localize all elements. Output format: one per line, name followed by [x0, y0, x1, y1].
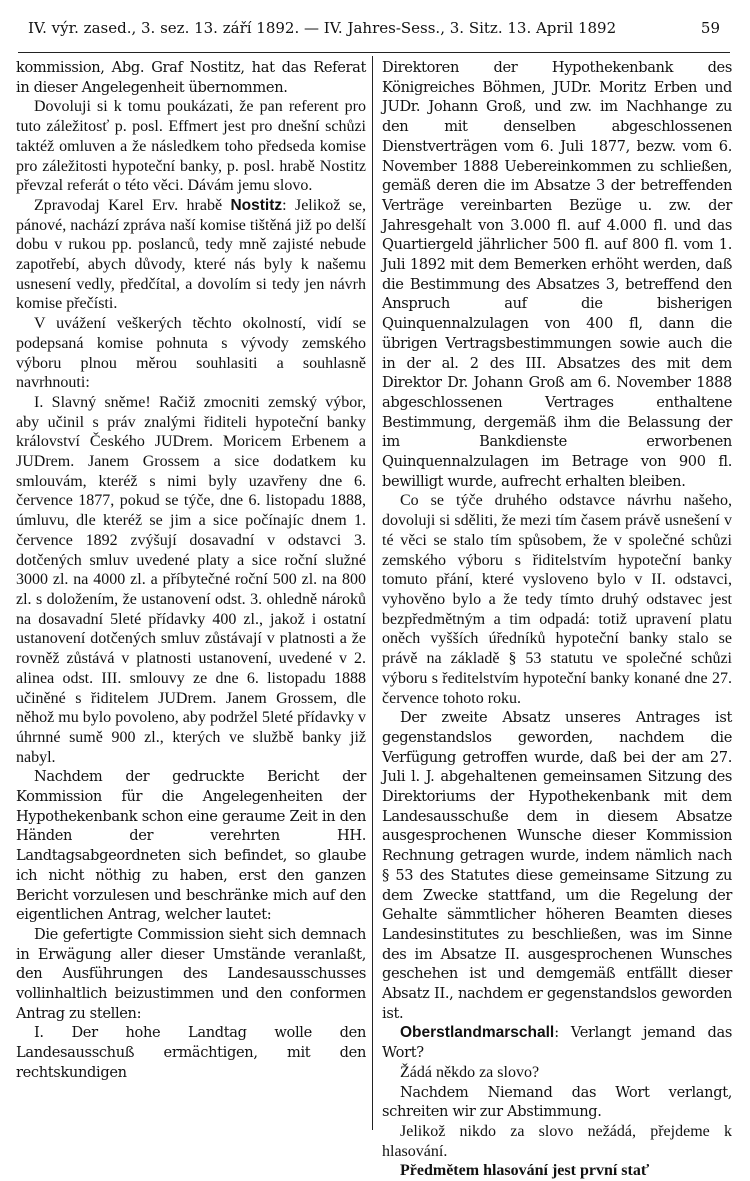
running-title: IV. výr. zased., 3. sez. 13. září 1892. — IV. Jahres-Sess., 3. Sitz. 13. April 1892	[28, 19, 617, 37]
paragraph-rapporteur-speech	[16, 196, 366, 314]
speech-text: : Verlangt jemand das Wort?	[382, 1024, 732, 1062]
speaker-prefix: Zpravodaj Karel Erv. hrabě	[34, 196, 223, 214]
paragraph-vote-announcement-german: Nachdem Niemand das Wort verlangt, schreiten wir zur Abstimmung.	[382, 1083, 732, 1121]
paragraph-commission-motion-intro: V uvážení veškerých těchto okolností, vidí se podepsaná komise pohnuta s vývody zemského výboru plnou měrou souhlasiti a souhlasně navrhnouti:	[16, 315, 366, 392]
paragraph-motion-point-1-czech: I. Slavný sněme! Račiž zmocniti zemský výbor, aby učinil s práv znalými řiditeli hypoteční banky království Českého JUDrem. Moricem Erbenem a JUDrem. Janem Grossem a sice dodatkem ku smlouvám, kteréž s nimi byly uzavřeny dne 6. července 1877, pokud se týče, dne 6. listopadu 1888, úmluvu, dle kteréž se jim a sice počínajíc dnem 1. července 1892 zvýšují dosavadní v odstavci 3. dotčených smluv uvedené platy a sice roční služné 3000 zl. na 4000 zl. a příbytečné roční 500 zl. na 800 zl. s doložením, že ustanovení odst. 3. ohledně nároků na dosavadní 5leté přídavky 400 zl., jakož i ostatní ustanovení dotčených smluv zůstávají v platnosti a že rovněž zůstává v platnosti ustanovení, uvedené v 2. alinea odst. III. smlouvy ze dne 6. listopadu 1888 učiněné s řiditelem JUDrem. Janem Grossem, dle něhož mu bylo povoleno, aby podržel 5leté přídavky v úhrnné sumě 900 zl., kterých ve službě banky již nabyl.	[16, 393, 366, 766]
paragraph-marshal-question-czech: Žádá někdo za slovo?	[400, 1063, 540, 1081]
left-column	[16, 58, 366, 1132]
paragraph-motion-continuation-german: Direktoren der Hypothekenbank des Königreiches Böhmen, JUDr. Moritz Erben und JUDr. Johann Groß, und zw. im Nachhange zu den mit denselben abgeschlossenen Dienstverträgen vom 6. Juli 1877, bezw. vom 6. November 1888 Uebereinkommen zu schließen, gemäß deren die im Absatze 3 der betreffenden Verträge vereinbarten Bezüge u. zw. der Jahresgehalt von 3.000 fl. auf 4.000 fl. und das Quartiergeld jährlicher 500 fl. auf 800 fl. vom 1. Juli 1892 mit dem Bemerken erhöht werden, daß die Bestimmung des Absatzes 3, betreffend den Anspruch auf die bisherigen Quinquennalzulagen von 400 fl, dann die übrigen Vertragsbestimmungen sowie auch die in der al. 2 des III. Absatzes des mit dem Direktor Dr. Johann Groß am 6. November 1888 abgeschlossenen Vertrages enthaltene Bestimmung, dergemäß ihm die Belassung der im Bankdienste erworbenen Quinquennalzulagen im Betrage von 900 fl. bewilligt wurde, aufrecht erhalten bleiben.	[382, 59, 732, 490]
speech-text: : Jelikož se, pánové, nachází zpráva naší komise tištěná již po delší dobu v rukou pp. poslanců, tedy mně zajisté nebude zapotřebí, abych důvody, které nás byly k našemu usnesení vedly, předčítal, a dovolím si tedy jen návrh komise přečísti.	[16, 196, 367, 313]
column-divider	[372, 56, 373, 1130]
paragraph-marshal-question	[382, 1023, 732, 1062]
speaker-name: Nostitz	[230, 196, 283, 214]
paragraph-chair-announcement: Dovoluji si k tomu poukázati, že pan referent pro tuto záležitosť p. posl. Effmert jest pro dnešní schůzi taktéž omluven a že následkem toho předseda komise pro záležitosti hypoteční banky, p. posl. hrabě Nostitz převzal referát o této věci. Dávám jemu slovo.	[16, 98, 366, 195]
right-column	[382, 58, 732, 1180]
paragraph-second-point-german: Der zweite Absatz unseres Antrages ist gegenstandslos geworden, nachdem die Verfügung getroffen wurde, daß bei der am 27. Juli l. J. abgehaltenen gemeinsamen Sitzung des Direktoriums der Hypothekenbank mit dem Landesausschuße dem in diesem Absatze ausgesprochenen Wunsche dieser Kommission Rechnung getragen wurde, indem nämlich nach § 53 des Statutes diese gemeinsame Sitzung zu dem Zwecke stattfand, um die Regelung der Gehalte sämmtlicher höheren Beamten dieses Landesinstitutes zu beschließen, was im Sinne des im Absatze II. ausgesprochenen Wunsches geschehen ist und demgemäß entfällt dieser Absatz II., nachdem er gegenstandslos geworden ist.	[382, 709, 732, 1022]
paragraph-vote-subject: Předmětem hlasování jest první stať	[400, 1162, 650, 1180]
running-header	[28, 10, 720, 46]
page-number: 59	[700, 19, 720, 37]
paragraph-second-point-czech: Co se týče druhého odstavce návrhu našeho, dovoluji si sděliti, že mezi tím časem právě usnešení v té věci se stalo tím spůsobem, že v společné schůzi zemského výboru s řiditelstvím hypoteční banky tomuto přání, které vysloveno bylo v II. odstavci, vyhověno bylo a že tedy tímto druhý odstavec jest bezpředmětným a tim odpadá: totiž upravení platu oněch vyšších úředníků hypoteční banky stalo se právě na základě § 53 statutu ve společné schůzi výboru s ředitelstvím hypoteční banky konané dne 27. července tohoto roku.	[382, 492, 732, 707]
paragraph-vote-announcement-czech: Jelikož nikdo za slovo nežádá, přejdeme k hlasování.	[382, 1122, 732, 1160]
paragraph-motion-point-1-german: I. Der hohe Landtag wolle den Landesausschuß ermächtigen, mit den rechtskundigen	[16, 1024, 366, 1081]
paragraph-commission-german: kommission, Abg. Graf Nostitz, hat das Referat in dieser Angelegenheit übernommen.	[16, 59, 366, 96]
paragraph-rapporteur-german: Nachdem der gedruckte Bericht der Kommission für die Angelegenheiten der Hypothekenbank schon eine geraume Zeit in den Händen der verehrten HH. Landtagsabgeordneten sich befindet, so glaube ich nicht nöthig zu haben, erst den ganzen Bericht vorzulesen und beschränke mich auf den eigentlichen Antrag, welcher lautet:	[16, 768, 366, 924]
header-rule	[18, 52, 730, 53]
speaker-name: Oberstlandmarschall	[400, 1024, 555, 1042]
paragraph-commission-motion-german: Die gefertigte Commission sieht sich demnach in Erwägung aller dieser Umstände veranlaßt, den Ausführungen des Landesausschusses vollinhaltlich beizustimmen und den conformen Antrag zu stellen:	[16, 925, 366, 1022]
